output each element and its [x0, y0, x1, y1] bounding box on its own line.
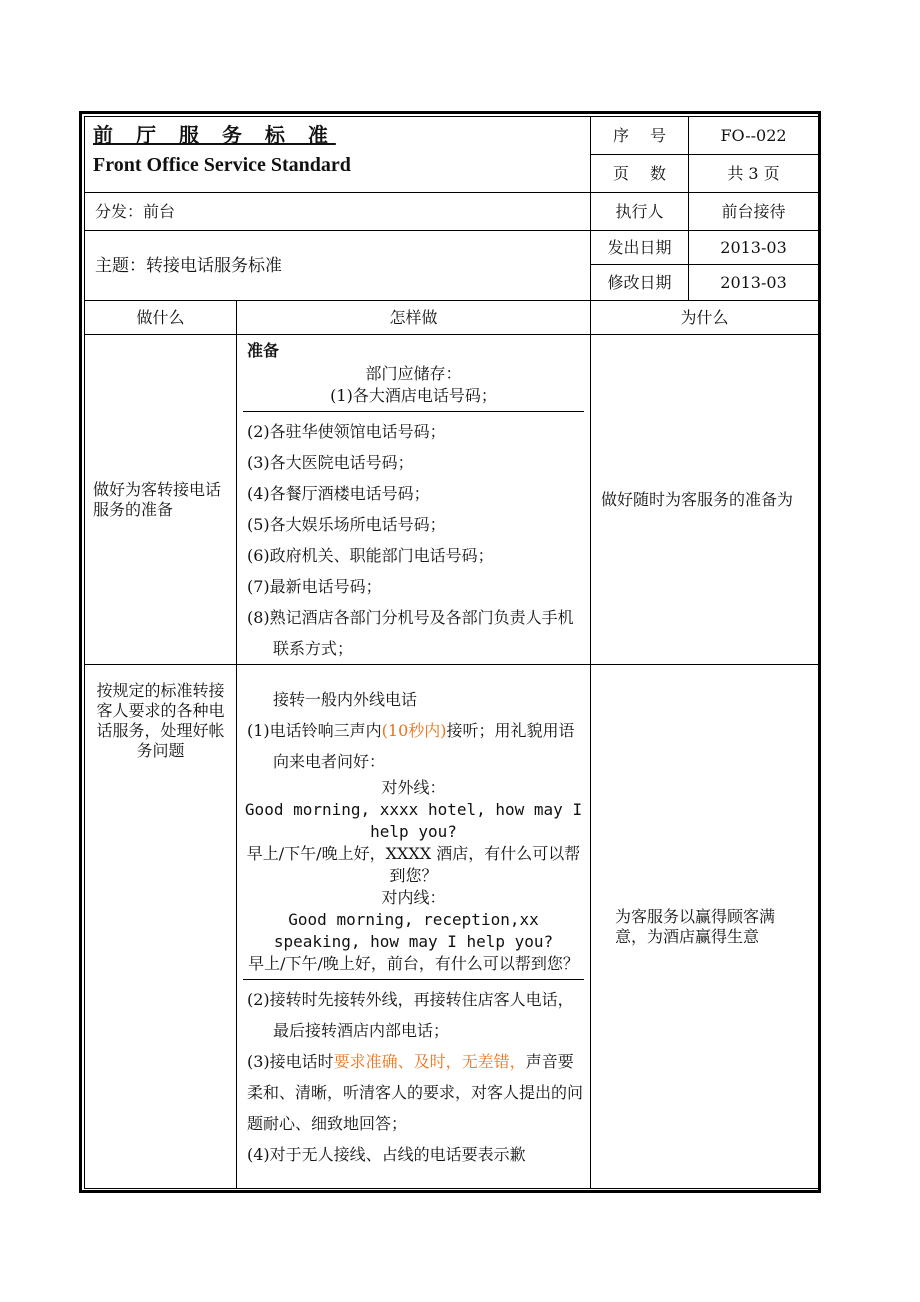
- distribution: 分发：前台: [85, 193, 591, 231]
- row1-what: 做好为客转接电话服务的准备: [85, 335, 237, 665]
- divider: [243, 411, 584, 412]
- row2-item-1-post: 接听；用礼貌用语向来电者问好：: [273, 720, 575, 771]
- external-label: 对外线：: [381, 777, 446, 797]
- serial-value: FO--022: [689, 117, 819, 155]
- column-header-what: 做什么: [85, 301, 237, 335]
- row1-how-title: 准备: [247, 341, 280, 360]
- row1-item-6: (6)政府机关、职能部门电话号码；: [247, 546, 494, 565]
- column-header-why: 为什么: [591, 301, 819, 335]
- external-greeting-en: Good morning, xxxx hotel, how may I help you?: [244, 799, 583, 841]
- row2-item-3-post: 声音要柔和、清晰，听清客人的要求，对客人提出的问题耐心、细致地回答；: [247, 1051, 584, 1133]
- row1-item-7: (7)最新电话号码；: [247, 577, 382, 596]
- row1-item-4: (4)各餐厅酒楼电话号码；: [247, 484, 430, 503]
- highlight-accuracy: 要求准确、及时，无差错，: [333, 1051, 526, 1071]
- title-en: Front Office Service Standard: [93, 154, 351, 176]
- row2-item-3: [243, 1046, 584, 1139]
- pages-label: 页 数: [591, 155, 689, 193]
- revise-date-label: 修改日期: [591, 265, 689, 301]
- internal-greeting-cn: 早上/下午/晚上好，前台，有什么可以帮到您？: [248, 953, 579, 973]
- row1-item-1: (1)各大酒店电话号码；: [330, 386, 497, 405]
- issue-date-value: 2013-03: [689, 231, 819, 265]
- row2-item-3-pre: (3)接电话时: [247, 1051, 334, 1071]
- serial-label: 序 号: [591, 117, 689, 155]
- row2-why: 为客服务以赢得顾客满意，为酒店赢得生意: [591, 665, 819, 1189]
- highlight-time: (10秒内): [381, 720, 447, 740]
- divider: [243, 979, 584, 980]
- issue-date-label: 发出日期: [591, 231, 689, 265]
- pages-value: 共 3 页: [689, 155, 819, 193]
- row2-item-1-pre: (1)电话铃响三声内: [247, 720, 382, 740]
- title-cn: 前 厅 服 务 标 准: [93, 123, 336, 147]
- row1-item-8: (8)熟记酒店各部门分机号及各部门负责人手机联系方式；: [247, 608, 574, 658]
- row2-item-2: (2)接转时先接转外线，再接转住店客人电话，最后接转酒店内部电话；: [247, 989, 574, 1040]
- title-cell: [85, 117, 591, 193]
- standard-form: [79, 111, 821, 1193]
- executor-label: 执行人: [591, 193, 689, 231]
- row1-item-3: (3)各大医院电话号码；: [247, 453, 414, 472]
- subject: 主题：转接电话服务标准: [85, 231, 591, 301]
- row1-item-2: (2)各驻华使领馆电话号码；: [247, 422, 446, 441]
- row2-what: 按规定的标准转接客人要求的各种电话服务，处理好帐务问题: [85, 665, 237, 1189]
- row1-how: [237, 335, 591, 665]
- internal-greeting-en: Good morning, reception,xx speaking, how may I help you?: [273, 909, 554, 951]
- row2-item-1: [243, 715, 584, 777]
- row1-item-5: (5)各大娱乐场所电话号码；: [247, 515, 446, 534]
- row1-why: 做好随时为客服务的准备为: [591, 335, 819, 665]
- row1-intro: 部门应储存：: [365, 364, 462, 383]
- executor-value: 前台接待: [689, 193, 819, 231]
- external-greeting-cn: 早上/下午/晚上好，XXXX 酒店，有什么可以帮到您？: [246, 843, 581, 885]
- row2-how: [237, 665, 591, 1189]
- standard-table: [84, 116, 819, 1189]
- internal-label: 对内线：: [381, 887, 446, 907]
- row2-item-4: (4)对于无人接线、占线的电话要表示歉: [247, 1144, 526, 1164]
- row2-how-title: 接转一般内外线电话: [273, 689, 418, 709]
- column-header-how: 怎样做: [237, 301, 591, 335]
- revise-date-value: 2013-03: [689, 265, 819, 301]
